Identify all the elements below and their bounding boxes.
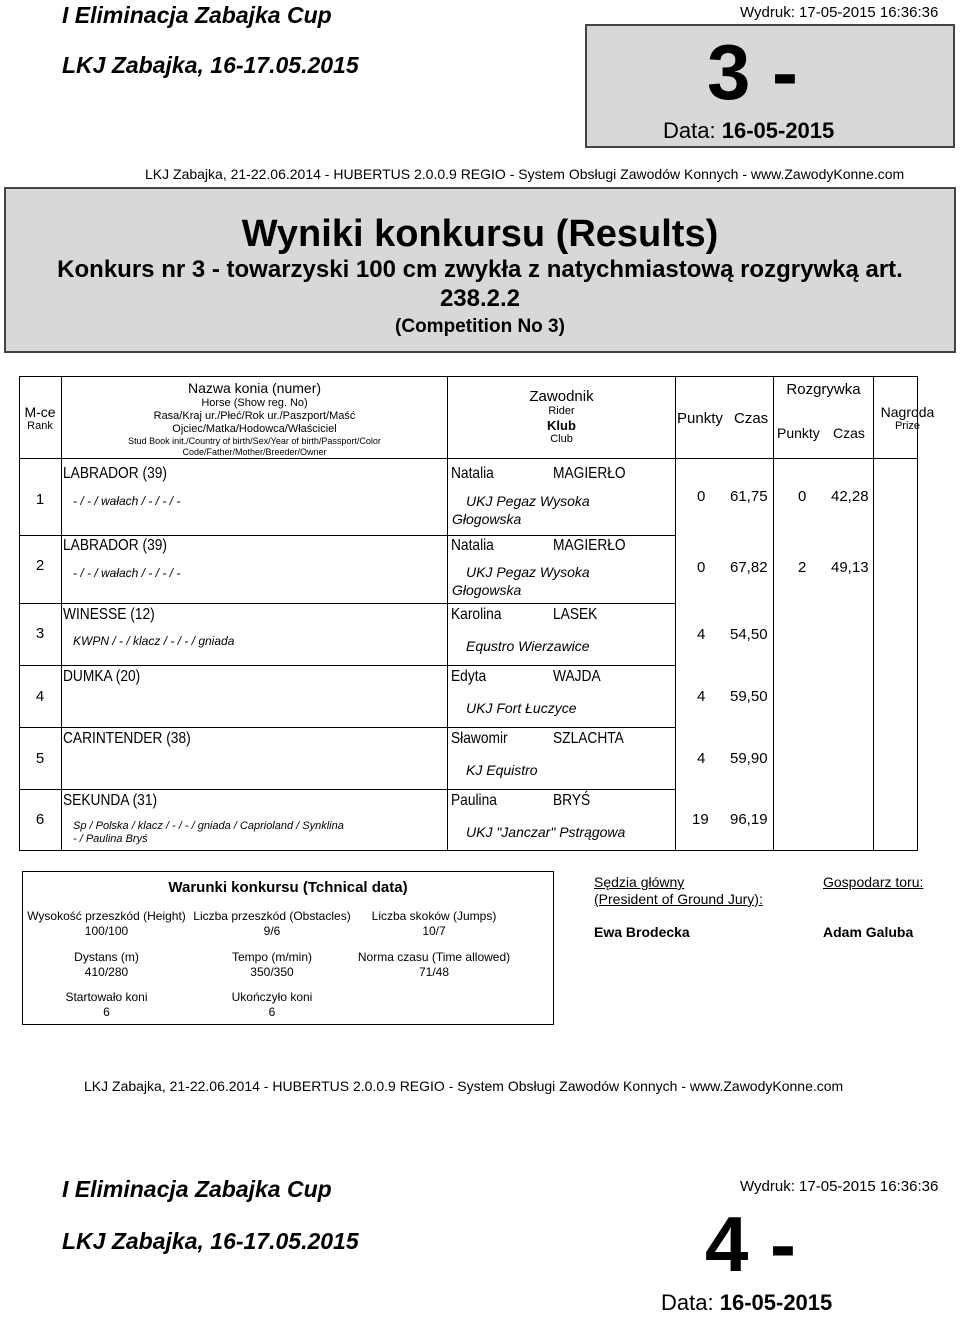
row-1-jo-time: 42,28	[831, 488, 869, 505]
cond-height	[24, 909, 189, 939]
header-points: Punkty	[677, 410, 723, 427]
row-2-rider-last: MAGIERŁO	[553, 537, 626, 554]
next-competition-number: 4 -	[705, 1200, 797, 1288]
cond-distance-value: 410/280	[84, 965, 129, 979]
row-2-points: 0	[697, 559, 706, 576]
conditions-title: Warunki konkursu (Tchnical data)	[168, 879, 408, 896]
next-competition-number-box	[585, 1198, 955, 1322]
header-rider	[448, 388, 675, 446]
row-2-club-2: Głogowska	[452, 582, 522, 598]
cond-obstacles-label: Liczba przeszkód (Obstacles)	[193, 909, 351, 923]
row-1-jo-points: 0	[798, 488, 807, 505]
header-prize-pl: Nagroda	[880, 404, 935, 420]
host-label: Gospodarz toru:	[823, 874, 924, 890]
judge-name: Ewa Brodecka	[594, 924, 690, 940]
header-jumpoff: Rozgrywka	[786, 381, 861, 398]
competition-article: 238.2.2	[439, 285, 521, 312]
header-club-en: Club	[550, 433, 573, 445]
cond-distance	[24, 950, 189, 980]
header-prize-en: Prize	[894, 420, 921, 432]
row-5-rider-first: Sławomir	[451, 730, 508, 747]
cond-obstacles-value: 9/6	[263, 924, 281, 938]
row-2-rank: 2	[35, 557, 45, 574]
competition-number-box	[585, 24, 955, 148]
row-6-details: Sp / Polska / klacz / - / - / gniada / Caprioland / Synklina	[73, 820, 344, 832]
cond-started	[24, 990, 189, 1020]
row-1-club: UKJ Pegaz Wysoka	[466, 493, 590, 509]
row-5-horse: CARINTENDER (38)	[63, 730, 191, 747]
header-prize	[873, 404, 942, 432]
cond-started-label: Startowało koni	[65, 990, 148, 1004]
row-1-horse: LABRADOR (39)	[63, 465, 168, 482]
row-2-jo-points: 2	[798, 559, 807, 576]
competition-name: Konkurs nr 3 - towarzyski 100 cm zwykła z natychmiastową rozgrywką art.	[57, 256, 903, 283]
cond-time-allowed-label: Norma czasu (Time allowed)	[357, 950, 511, 964]
cond-speed	[190, 950, 354, 980]
competition-number: 3 -	[707, 28, 799, 116]
row-1-points: 0	[697, 488, 706, 505]
header-horse-details-en: Stud Book init./Country of birth/Sex/Year of birth/Passport/Color	[128, 436, 381, 446]
next-competition-date	[661, 1290, 832, 1316]
row-5-rider-last: SZLACHTA	[553, 730, 624, 747]
host-name: Adam Galuba	[823, 924, 914, 940]
header-breed-pl: Rasa/Kraj ur./Płeć/Rok ur./Paszport/Maść	[153, 410, 356, 422]
next-date-label: Data:	[661, 1290, 714, 1315]
competition-date	[663, 118, 834, 144]
cond-jumps	[354, 909, 514, 939]
cond-time-allowed	[354, 950, 514, 980]
cond-obstacles	[190, 909, 354, 939]
header-rider-pl: Zawodnik	[529, 388, 594, 405]
header-parents-en: Code/Father/Mother/Breeder/Owner	[182, 447, 327, 457]
row-4-horse: DUMKA (20)	[63, 668, 141, 685]
row-6-time: 96,19	[730, 811, 768, 828]
row-2-horse: LABRADOR (39)	[63, 537, 168, 554]
header-rank-en: Rank	[27, 420, 53, 432]
competition-number-en: (Competition No 3)	[395, 316, 565, 337]
row-1-rank: 1	[35, 491, 45, 508]
header-jumpoff-points: Punkty	[777, 425, 820, 441]
cond-speed-label: Tempo (m/min)	[231, 950, 312, 964]
cond-jumps-value: 10/7	[422, 924, 446, 938]
software-line: LKJ Zabajka, 21-22.06.2014 - HUBERTUS 2.0.0.9 REGIO - System Obsługi Zawodów Konnych - www.ZawodyKonne.com	[145, 166, 905, 182]
row-3-points: 4	[697, 626, 706, 643]
row-3-rider-last: LASEK	[553, 606, 598, 623]
results-title-box	[4, 187, 956, 353]
cond-height-value: 100/100	[84, 924, 129, 938]
cond-finished	[190, 990, 354, 1020]
row-3-rank: 3	[35, 625, 45, 642]
row-4-rank: 4	[35, 688, 45, 705]
row-5-time: 59,90	[730, 750, 768, 767]
header-horse	[62, 380, 447, 458]
row-6-rider-first: Paulina	[451, 792, 497, 809]
row-2-jo-time: 49,13	[831, 559, 869, 576]
cond-time-allowed-value: 71/48	[418, 965, 450, 979]
row-5-points: 4	[697, 750, 706, 767]
header-jumpoff-time: Czas	[833, 425, 865, 441]
row-2-rider-first: Natalia	[451, 537, 494, 554]
next-venue-date: LKJ Zabajka, 16-17.05.2015	[62, 1228, 359, 1254]
header-club-pl: Klub	[547, 418, 576, 433]
row-4-club: UKJ Fort Łuczyce	[466, 700, 577, 716]
date-value: 16-05-2015	[721, 118, 835, 143]
row-5-club: KJ Equistro	[466, 762, 538, 778]
row-3-time: 54,50	[730, 626, 768, 643]
header-parents-pl: Ojciec/Matka/Hodowca/Właściciel	[172, 423, 337, 435]
row-1-rider-first: Natalia	[451, 465, 494, 482]
row-2-details: - / - / wałach / - / - / -	[73, 566, 181, 580]
judge-label-en: (President of Ground Jury):	[594, 891, 763, 907]
row-6-rider-last: BRYŚ	[553, 792, 591, 809]
row-6-rank: 6	[35, 811, 45, 828]
header-rank	[19, 404, 61, 432]
cond-started-value: 6	[103, 1005, 110, 1019]
footer-software-line: LKJ Zabajka, 21-22.06.2014 - HUBERTUS 2.0.0.9 REGIO - System Obsługi Zawodów Konnych - www.ZawodyKonne.com	[84, 1078, 844, 1094]
header-time: Czas	[734, 410, 769, 427]
header-rider-en: Rider	[548, 405, 575, 417]
row-3-details: KWPN / - / klacz / - / - / gniada	[73, 634, 235, 648]
row-5-rank: 5	[35, 750, 45, 767]
next-event-title: I Eliminacja Zabajka Cup	[62, 1176, 332, 1202]
cond-jumps-label: Liczba skoków (Jumps)	[371, 909, 497, 923]
row-2-time: 67,82	[730, 559, 768, 576]
cond-speed-value: 350/350	[250, 965, 294, 979]
print-timestamp: Wydruk: 17-05-2015 16:36:36	[740, 4, 939, 21]
row-1-details: - / - / wałach / - / - / -	[73, 494, 181, 508]
row-1-rider-last: MAGIERŁO	[553, 465, 626, 482]
venue-date: LKJ Zabajka, 16-17.05.2015	[62, 52, 359, 78]
row-4-points: 4	[697, 688, 706, 705]
cond-finished-value: 6	[268, 1005, 276, 1019]
row-6-club: UKJ "Janczar" Pstrągowa	[466, 824, 626, 840]
date-label: Data:	[663, 118, 716, 143]
row-6-points: 19	[692, 811, 709, 828]
row-3-horse: WINESSE (12)	[63, 606, 155, 623]
row-3-rider-first: Karolina	[451, 606, 502, 623]
cond-distance-label: Dystans (m)	[74, 950, 139, 964]
header-rank-pl: M-ce	[24, 404, 56, 420]
row-1-time: 61,75	[730, 488, 768, 505]
row-4-rider-last: WAJDA	[553, 668, 601, 685]
cond-finished-label: Ukończyło koni	[231, 990, 313, 1004]
row-6-details-2: - / Paulina Bryś	[73, 833, 148, 845]
row-4-time: 59,50	[730, 688, 768, 705]
row-3-club: Equstro Wierzawice	[466, 638, 590, 654]
header-horse-en: Horse (Show reg. No)	[201, 397, 308, 409]
cond-height-label: Wysokość przeszkód (Height)	[27, 909, 186, 923]
next-print-timestamp: Wydruk: 17-05-2015 16:36:36	[740, 1178, 939, 1195]
row-1-club-2: Głogowska	[452, 511, 522, 527]
row-6-horse: SEKUNDA (31)	[63, 792, 158, 809]
event-title: I Eliminacja Zabajka Cup	[62, 2, 332, 28]
results-title: Wyniki konkursu (Results)	[241, 213, 719, 255]
row-4-rider-first: Edyta	[451, 668, 487, 685]
header-horse-pl: Nazwa konia (numer)	[187, 380, 322, 396]
row-2-club: UKJ Pegaz Wysoka	[466, 564, 590, 580]
judge-label: Sędzia główny	[594, 874, 685, 890]
next-date-value: 16-05-2015	[719, 1290, 833, 1315]
